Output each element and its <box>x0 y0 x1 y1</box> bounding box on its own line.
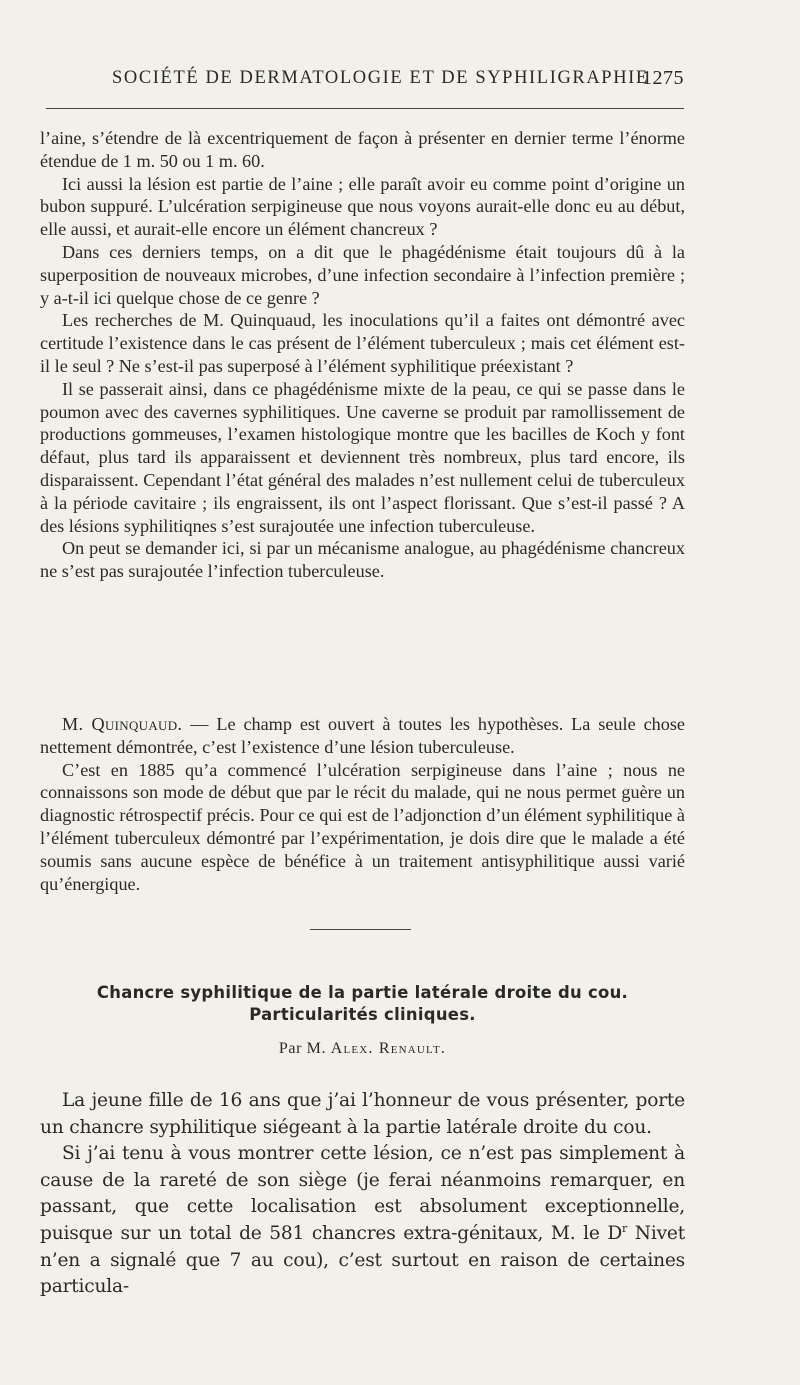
paragraph: l’aine, s’étendre de là excentriquement de façon à présenter en dernier terme l’énorme étendue de 1 m. 50 ou 1 m. 60. <box>40 128 685 171</box>
paragraph: Ici aussi la lésion est partie de l’aine ; elle paraît avoir eu comme point d’origine un bubon suppuré. L’ulcération serpigineuse que nous voyons aurait-elle donc eu au début, elle aussi, et aurait-elle encore un élément chancreux ? <box>40 173 685 240</box>
quinquaud-reply <box>40 713 685 895</box>
paragraph: On peut se demander ici, si par un mécanisme analogue, au phagédénisme chancreux ne s’est pas surajoutée l’infection tuberculeuse. <box>40 538 685 582</box>
running-title: SOCIÉTÉ DE DERMATOLOGIE ET DE SYPHILIGRAPHIE <box>112 68 649 88</box>
article-title-line-2: Particularités cliniques. <box>249 1005 476 1024</box>
page-number: 1275 <box>642 67 684 89</box>
header-rule <box>46 108 684 109</box>
article-body <box>40 1088 685 1301</box>
paragraph: Il se passerait ainsi, dans ce phagédénisme mixte de la peau, ce qui se passe dans le poumon avec des cavernes syphilitiques. Une caverne se produit par ramollissement de productions gommeuses, l’examen histologique montre que les bacilles de Koch y font défaut, plus tard ils apparaissent et deviennent très nombreux, plus tard encore, ils disparaissent. Cependant l’état général des malades n’est nullement celui de tuberculeux à la période cavitaire ; ils engraissent, ils ont l’aspect florissant. Que s’est-il passé ? A des lésions syphilitiqnes s’est surajoutée une infection tuberculeuse. <box>40 378 685 536</box>
article-title-line-1: Chancre syphilitique de la partie latérale droite du cou. <box>96 983 629 1002</box>
superscript-r: r <box>622 1221 628 1235</box>
byline-prefix: Par M. <box>278 1040 327 1057</box>
byline <box>40 1040 685 1058</box>
section-divider <box>310 929 411 930</box>
discussion-text <box>40 127 685 583</box>
speaker-name: M. Quinquaud. <box>62 714 183 734</box>
article-title <box>40 982 685 1026</box>
article-paragraph-2-text-b: Nivet n’en a signalé que 7 au cou), c’est surtout en raison de certaines particula- <box>40 1222 685 1298</box>
reply-paragraph <box>40 713 685 759</box>
reply-paragraph-2: C’est en 1885 qu’a commencé l’ulcération serpigineuse dans l’aine ; nous ne connaissons son mode de début que par le récit du malade, qui ne nous permet guère un diagnostic rétrospectif précis. Pour ce qui est de l’adjonction d’un élément syphilitique à l’élément tuberculeux démontré par l’expérimentation, je dois dire que le malade a été soumis sans aucune espèce de bénéfice à un traitement antisyphilitique aussi varié qu’énergique. <box>40 759 685 894</box>
paragraph: Dans ces derniers temps, on a dit que le phagédénisme était toujours dû à la superposition de nouveaux microbes, d’une infection secondaire à l’infection première ; y a-t-il ici quelque chose de ce genre ? <box>40 241 685 308</box>
byline-author: Alex. Renault. <box>330 1040 447 1057</box>
reply-text: — Le champ est ouvert à toutes les hypothèses. La seule chose nettement démontrée, c’est l’existence d’une lésion tuberculeuse. <box>40 714 685 757</box>
running-head <box>112 68 684 96</box>
article-paragraph-2 <box>40 1141 685 1301</box>
paragraph: Les recherches de M. Quinquaud, les inoculations qu’il a faites ont démontré avec certitude l’existence dans le cas présent de l’élément tuberculeux ; mais cet élément est-il le seul ? Ne s’est-il pas superposé à l’élément syphilitique préexistant ? <box>40 310 685 376</box>
article-paragraph-1: La jeune fille de 16 ans que j’ai l’honneur de vous présenter, porte un chancre syphilitique siégeant à la partie latérale droite du cou. <box>40 1090 685 1138</box>
article-paragraph-2-text-a: Si j’ai tenu à vous montrer cette lésion, ce n’est pas simplement à cause de la rareté de son siège (je ferai néanmoins remarquer, en passant, que cette localisation est absolument exceptionnelle, puisque sur un total de 581 chancres extra-génitaux, M. le D <box>40 1143 685 1244</box>
